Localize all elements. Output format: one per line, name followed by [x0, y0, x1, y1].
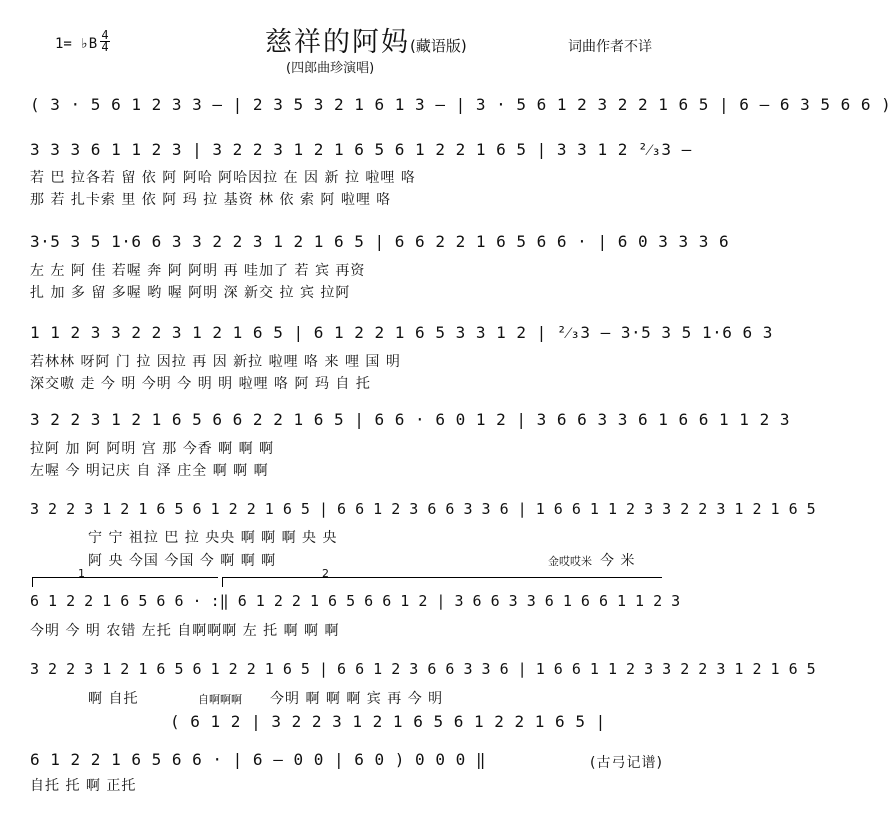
system-7-small-lyric: 自啊啊啊	[198, 693, 242, 706]
system-6-notes: 6 1 2 2 1 6 5 6 6 · :‖ 6 1 2 2 1 6 5 6 6 1 2 | 3 6 6 3 3 6 1 6 6 1 1 2 3	[30, 592, 681, 610]
system-3-lyric-1: 若林林 呀阿 门 拉 因拉 再 因 新拉 啦哩 咯 来 哩 国 明	[30, 354, 401, 370]
system-2-lyric-1: 左 左 阿 佳 若喔 奔 阿 阿明 再 哇加了 若 宾 再资	[30, 263, 366, 279]
volta-2-number: 2	[322, 567, 329, 580]
author-credit: 词曲作者不详	[568, 39, 652, 55]
volta-1-hook	[32, 577, 33, 587]
system-4-notes: 3 2 2 3 1 2 1 6 5 6 6 2 2 1 6 5 | 6 6 · 6 0 1 2 | 3 6 6 3 3 6 1 6 6 1 1 2 3	[30, 410, 790, 429]
volta-2-bracket	[222, 577, 662, 578]
system-5-lyric-tail: 今 米	[600, 553, 636, 569]
notation-credit: (古弓记谱)	[590, 755, 663, 771]
song-title: 慈祥的阿妈	[265, 27, 410, 58]
volta-1-number: 1	[78, 567, 85, 580]
system-6-lyric-1: 今明 今 明 农错 左托 自啊啊啊 左 托 啊 啊 啊	[30, 623, 340, 639]
ending-notes: 6 1 2 2 1 6 5 6 6 · | 6 – 0 0 | 6 0 ) 0 0 0 ‖	[30, 750, 486, 769]
system-5-notes: 3 2 2 3 1 2 1 6 5 6 1 2 2 1 6 5 | 6 6 1 2 3 6 6 3 3 6 | 1 6 6 1 1 2 3 3 2 2 3 1 2 1 6 5	[30, 500, 816, 518]
performer-credit: (四郎曲珍演唱)	[286, 61, 375, 76]
system-2-notes: 3·5 3 5 1·6 6 3 3 2 2 3 1 2 1 6 5 | 6 6 2 2 1 6 5 6 6 · | 6 0 3 3 3 6	[30, 232, 730, 251]
interlude-notes: ( 6 1 2 | 3 2 2 3 1 2 1 6 5 6 1 2 2 1 6 5 |	[170, 712, 606, 731]
volta-2-hook	[222, 577, 223, 587]
volta-1-bracket	[32, 577, 218, 578]
system-2-lyric-2: 扎 加 多 留 多喔 哟 喔 阿明 深 新交 拉 宾 拉阿	[30, 285, 351, 301]
system-1-notes: 3 3 3 6 1 1 2 3 | 3 2 2 3 1 2 1 6 5 6 1 2 2 1 6 5 | 3 3 1 2 ²⁄₃3 –	[30, 140, 692, 159]
intro-notes: ( 3 · 5 6 1 2 3 3 – | 2 3 5 3 2 1 6 1 3 – | 3 · 5 6 1 2 3 2 2 1 6 5 | 6 – 6 3 5 6 6 )	[30, 95, 891, 114]
system-1-lyric-1: 若 巴 拉各若 留 依 阿 阿哈 阿哈因拉 在 因 新 拉 啦哩 咯	[30, 170, 416, 186]
system-1-lyric-2: 那 若 扎卡索 里 依 阿 玛 拉 基资 林 依 索 阿 啦哩 咯	[30, 192, 392, 208]
ending-lyric: 自托 托 啊 正托	[30, 778, 137, 794]
system-7-notes: 3 2 2 3 1 2 1 6 5 6 1 2 2 1 6 5 | 6 6 1 2 3 6 6 3 3 6 | 1 6 6 1 1 2 3 3 2 2 3 1 2 1 6 5	[30, 660, 816, 678]
system-3-lyric-2: 深交嗷 走 今 明 今明 今 明 明 啦哩 咯 阿 玛 自 托	[30, 376, 371, 392]
time-signature	[100, 30, 110, 53]
key-signature: 1= ♭B	[55, 36, 98, 52]
system-5-small-lyric: 金哎哎米	[548, 555, 592, 568]
system-7-lyric-1: 啊 自托	[88, 691, 139, 707]
system-4-lyric-2: 左喔 今 明记庆 自 泽 庄全 啊 啊 啊	[30, 463, 269, 479]
system-7-lyric-tail: 今明 啊 啊 啊 宾 再 今 明	[270, 691, 444, 707]
meter-bottom: 4	[101, 40, 109, 54]
system-5-lyric-2: 阿 央 今国 今国 今 啊 啊 啊	[88, 553, 277, 569]
system-5-lyric-1: 宁 宁 祖拉 巴 拉 央央 啊 啊 啊 央 央	[88, 530, 338, 546]
page-title	[265, 20, 467, 59]
system-4-lyric-1: 拉阿 加 阿 阿明 宫 那 今香 啊 啊 啊	[30, 441, 275, 457]
system-3-notes: 1 1 2 3 3 2 2 3 1 2 1 6 5 | 6 1 2 2 1 6 5 3 3 1 2 | ²⁄₃3 – 3·5 3 5 1·6 6 3	[30, 323, 773, 342]
meter-top: 4	[101, 28, 109, 42]
version-label: (藏语版)	[410, 37, 467, 55]
